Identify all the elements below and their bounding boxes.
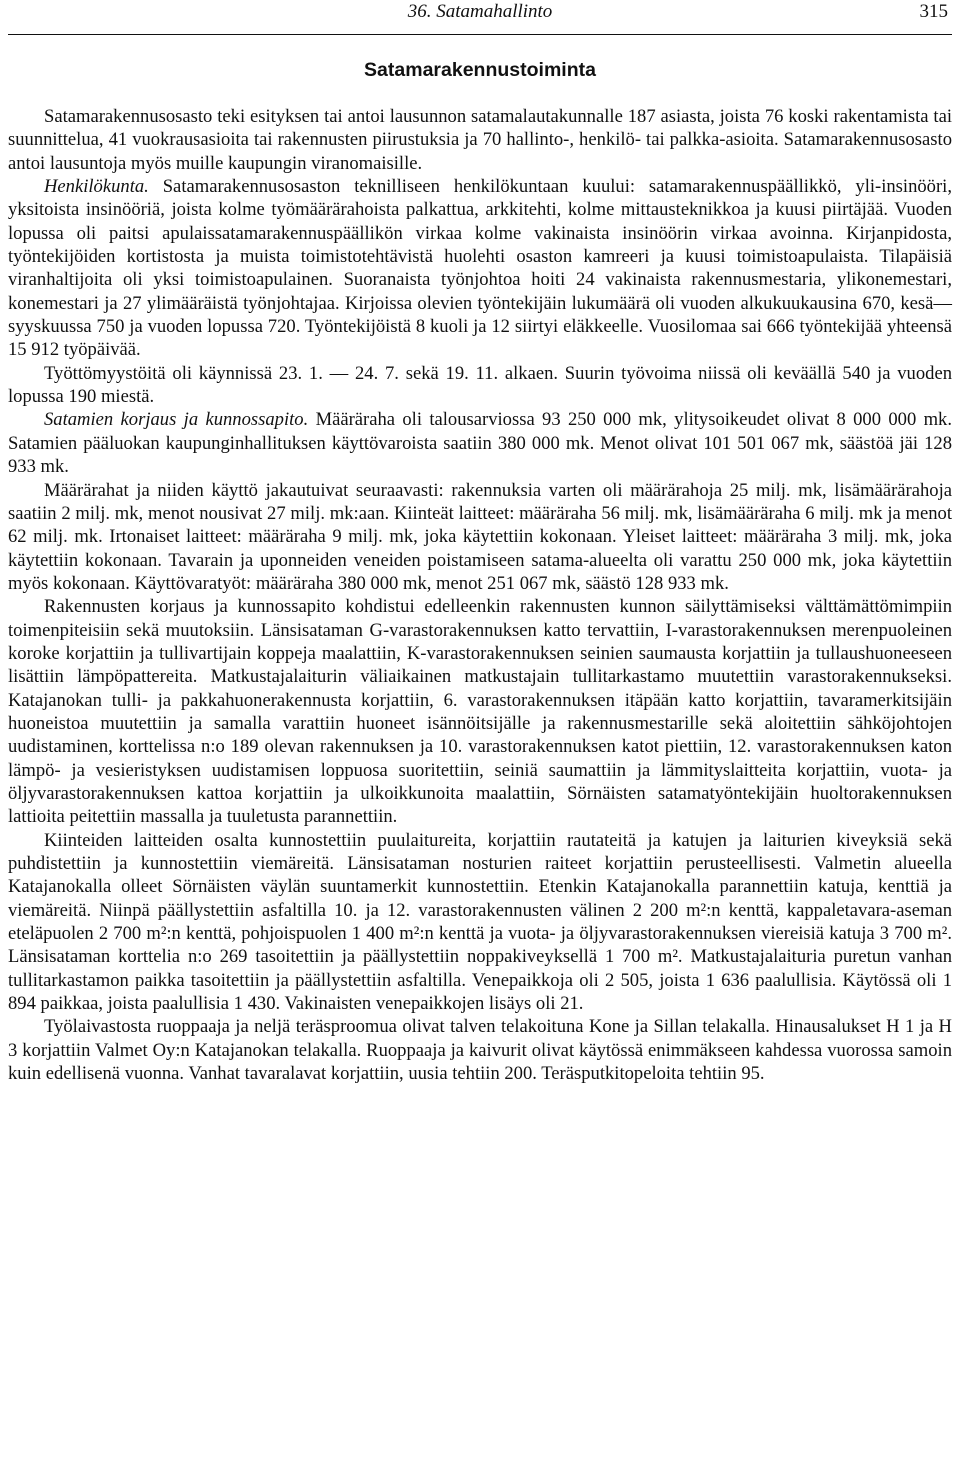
paragraph-text: Työttömyystöitä oli käynnissä 23. 1. — 24. 7. sekä 19. 11. alkaen. Suurin työvoima niissä oli keväällä 540 ja vuoden lopussa 190 miestä.: [8, 362, 952, 408]
running-title: 36. Satamahallinto: [407, 1, 553, 22]
page-number: 315: [919, 1, 948, 22]
paragraph: [8, 829, 952, 1016]
paragraph: [8, 479, 952, 596]
paragraph: [8, 362, 952, 409]
paragraph: [8, 408, 952, 478]
paragraph: [8, 1015, 952, 1085]
paragraph-heading: Satamien korjaus ja kunnossapito.: [44, 409, 309, 431]
paragraph-text: Rakennusten korjaus ja kunnossapito kohdistui edelleenkin rakennusten kunnon säilyttämiseksi välttämättömimpiin toimenpiteisiin sekä muutoksiin. Länsisataman G-varastorakennuksen katto tervattiin, I-varastorakennuksen merenpuoleinen koroke korjattiin ja tullivartijain koppeja maalattiin, K-varastorakennuksen seinien saumausta korjattiin ja tullaushuoneeseen lisättiin lämpöpattereita. Matkustajalaiturin väliaikainen matkustajain tullitarkastamo muutettiin varastorakennukseksi. Katajanokan tulli- ja pakkahuonerakennusta korjattiin, 6. varastorakennuksen itäpään katto korjattiin, tavaramerkitsijäin huoneistoa muutettiin ja samalla varattiin huoneet isännöitsijälle ja rakennusmestarille sekä aloitettiin sähköjohtojen uudistaminen, korttelissa n:o 189 olevan rakennuksen ja 10. varastorakennuksen katot piettiin, 12. varastorakennuksen katon lämpö- ja vesieristyksen uudistamisen loppuosa suoritettiin, seiniä saumattiin ja lämmityslaitteita korjattiin, vuota- ja öljyvarastorakennuksen kattoa korjattiin ja ulkoikkunoita maalattiin, Sörnäisten satamatyöntekijäin huoltorakennuksen lattioita peitettiin massalla ja tuuletusta parannettiin.: [8, 596, 952, 828]
paragraph-text: Työlaivastosta ruoppaaja ja neljä teräsproomua olivat talven telakoituna Kone ja Sillan telakalla. Hinausalukset H 1 ja H 3 korjattiin Valmet Oy:n Katajanokan telakalla. Ruoppaaja ja kaivurit olivat käytössä enimmäkseen kahdessa vuorossa samoin kuin edellisenä vuonna. Vanhat tavaralavat korjattiin, uusia tehtiin 200. Teräsputkitopeloita tehtiin 95.: [8, 1016, 952, 1085]
paragraph-text: Satamarakennusosaston teknilliseen henkilökuntaan kuului: satamarakennuspäällikkö, yli-insinööri, yksitoista insinööriä, joista kolme työmäärärahoista palkattua, arkkitehti, kolme mittausteknikkoa ja kuusi piirtäjää. Vuoden lopussa oli paitsi apulaissatamarakennuspäällikön virkaa kolme vakinaista insinöörin virkaa avoinna. Kirjanpidosta, työntekijöiden kortistosta ja muista toimistotehtävistä huolehti osaston kamreeri ja kuusi toimistoapulaista. Tilapäisiä viranhaltijoita oli yksi toimistoapulainen. Suoranaista työnjohtoa hoiti 24 vakinaista rakennusmestaria, ylikonemestari, konemestari ja 27 ylimääräistä työnjohtajaa. Kirjoissa olevien työntekijäin lukumäärä oli vuoden alkukuukausina 670, kesä—syyskuussa 750 ja vuoden lopussa 720. Työntekijöistä 8 kuoli ja 12 siirtyi eläkkeelle. Vuosilomaa sai 666 työntekijää yhteensä 15 912 työpäivää.: [8, 176, 952, 361]
paragraph: [8, 105, 952, 175]
paragraph-heading: Henkilökunta.: [44, 176, 149, 198]
paragraph-text: Määräraha oli talousarviossa 93 250 000 mk, ylitysoikeudet olivat 8 000 000 mk. Satamien pääluokan kaupunginhallituksen käyttövaroista saatiin 380 000 mk. Menot olivat 101 501 067 mk, säästöä jäi 128 933 mk.: [8, 409, 952, 478]
paragraph: [8, 175, 952, 362]
paragraph-text: Satamarakennusosasto teki esityksen tai antoi lausunnon satamalautakunnalle 187 asiasta, joista 76 koski rakentamista tai suunnittelua, 41 vuokrausasioita tai rakennusten piirustuksia ja 70 hallinto-, henkilö- tai palkka-asioita. Satamarakennusosasto antoi lausuntoja myös muille kaupungin viranomaisille.: [8, 106, 952, 174]
paragraph: [8, 595, 952, 828]
paragraph-text: Määrärahat ja niiden käyttö jakautuivat seuraavasti: rakennuksia varten oli määrärahoja 25 milj. mk, lisämäärärahoja saatiin 2 milj. mk, menot nousivat 27 milj. mk:aan. Kiinteät laitteet: määräraha 56 milj. mk, lisämääräraha 6 milj. mk ja menot 62 milj. mk. Irtonaiset laitteet: määräraha 9 milj. mk, joka käytettiin kokonaan. Yleiset laitteet: määräraha 3 milj. mk, joka käytettiin kokonaan. Tavarain ja uponneiden veneiden poistamiseen satama-alueelta oli varattu 250 000 mk, joka käytettiin myös kokonaan. Käyttövaratyöt: määräraha 380 000 mk, menot 251 067 mk, säästö 128 933 mk.: [8, 479, 952, 594]
page-header: [8, 0, 952, 35]
body-text: [8, 105, 952, 1085]
section-title: Satamarakennustoiminta: [364, 59, 596, 81]
paragraph-text: Kiinteiden laitteiden osalta kunnostettiin puulaitureita, korjattiin rautateitä ja katujen ja laiturien kiveyksiä sekä puhdistettiin ja kunnostettiin viemäreitä. Länsisataman nosturien raiteet korjattiin perusteellisesti. Valmetin alueella Katajanokalla olleet Sörnäisten väylän suuntamerkit kunnostettiin. Etenkin Katajanokalla parannettiin katuja, kenttiä ja viemäreitä. Niinpä päällystettiin asfaltilla 10. ja 12. varastorakennusten välinen 2 200 m²:n kenttä, kappaletavara-aseman eteläpuolen 2 700 m²:n kenttä, pohjoispuolen 1 400 m²:n kenttä ja vuota- ja öljyvarastorakennuksen viereisiä katuja 3 700 m². Länsisataman korttelia n:o 269 tasoitettiin ja päällystettiin noppakiveyksellä 1 700 m². Matkustajalaituria puretun vanhan tullitarkastamon paikka tasoitettiin ja päällystettiin asfaltilla. Venepaikkoja oli 2 505, joista 1 636 paalullisia. Käytössä oli 1 894 paikkaa, joista paalullisia 1 430. Vakinaisten venepaikkojen lisäys oli 21.: [8, 829, 952, 1015]
